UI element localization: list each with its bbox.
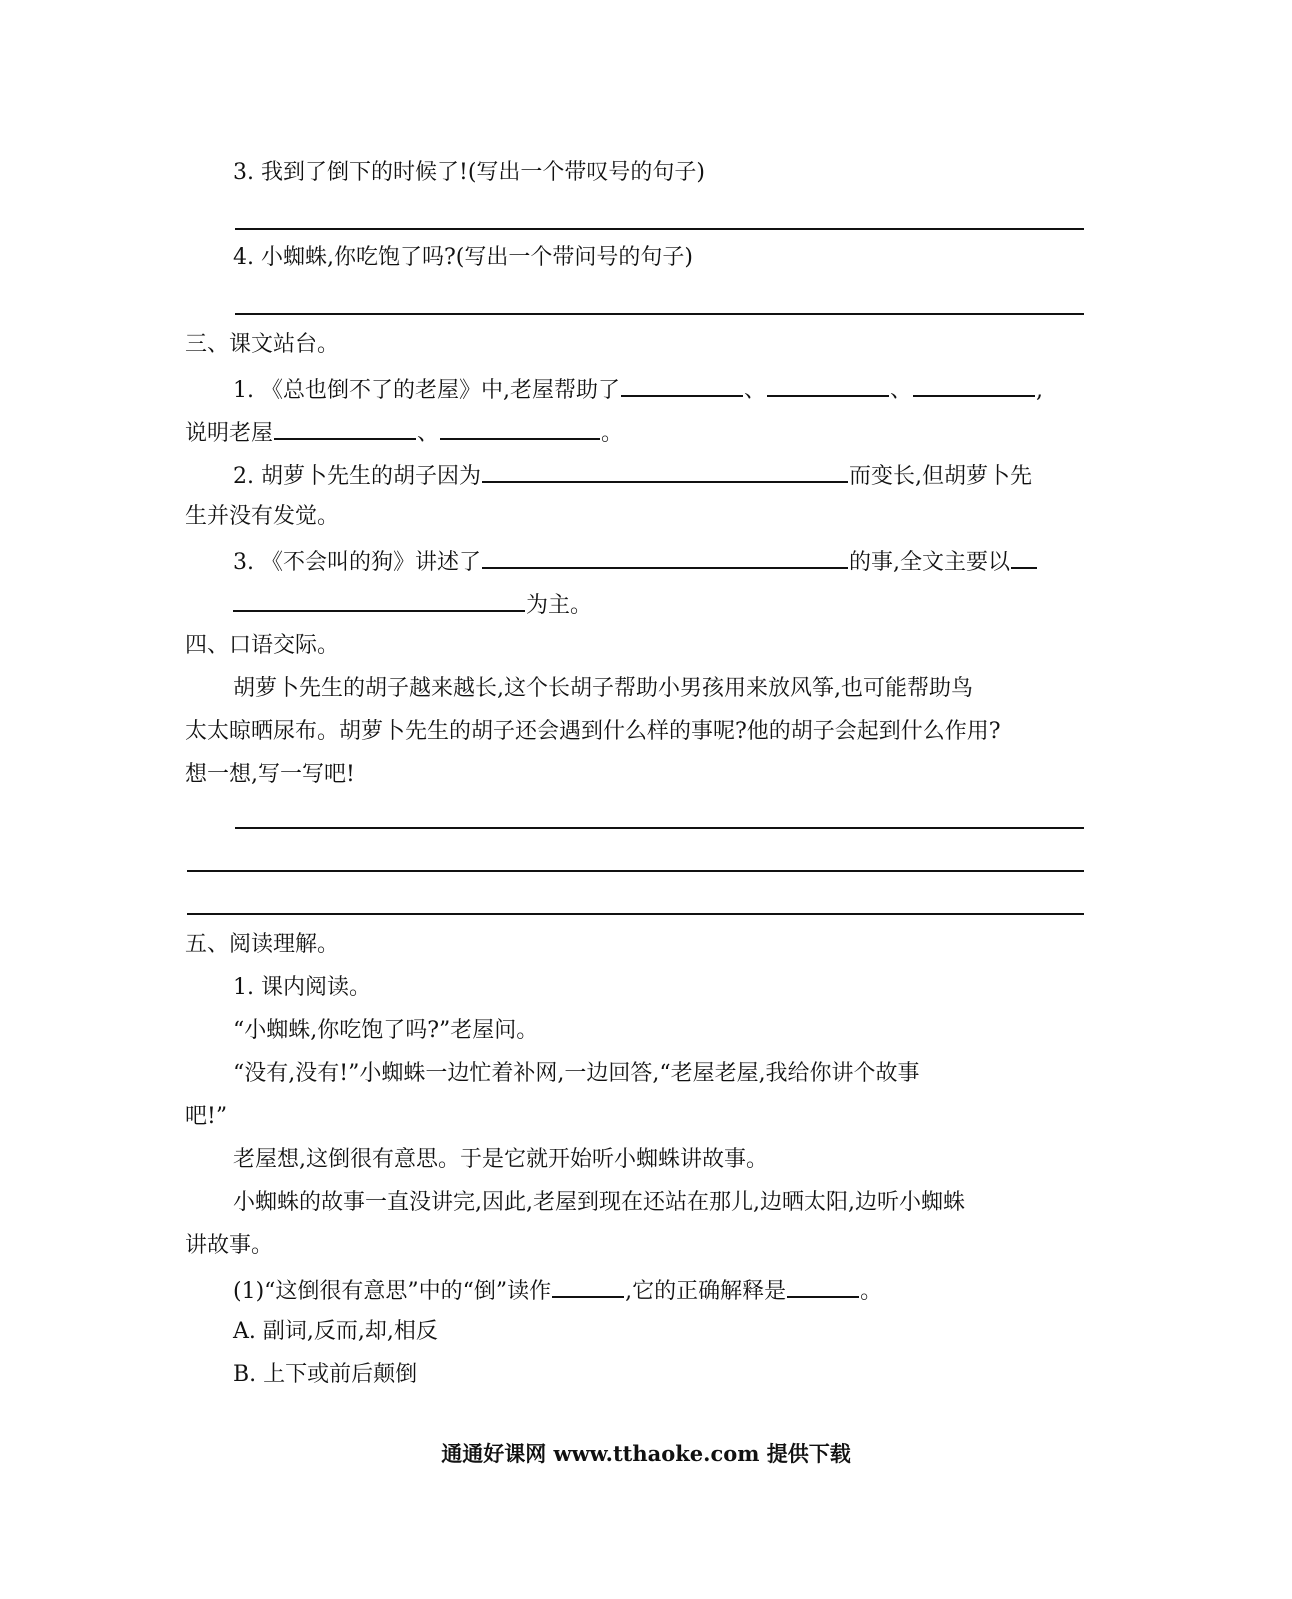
q3-blank-2[interactable]: [1011, 545, 1037, 569]
reading-q1-blank-2[interactable]: [787, 1274, 859, 1298]
section-3-q1-line1: [233, 373, 1043, 406]
q1-blank-3[interactable]: [913, 373, 1035, 397]
section-5-sub: 1. 课内阅读。: [233, 975, 371, 1000]
reading-q1-end: 。: [860, 1279, 883, 1304]
reading-p2-line2: 吧!”: [185, 1104, 228, 1129]
q1-blank-1[interactable]: [621, 373, 743, 397]
q3-mid: 的事,全文主要以: [848, 550, 1010, 575]
q3-blank-3[interactable]: [233, 588, 525, 612]
reading-q1-prefix: (1)“这倒很有意思”中的“倒”读作: [233, 1279, 552, 1304]
section-4-line2: 太太晾晒尿布。胡萝卜先生的胡子还会遇到什么样的事呢?他的胡子会起到什么作用?: [185, 719, 1001, 744]
q2-prefix: 2. 胡萝卜先生的胡子因为: [233, 464, 481, 489]
section-4-line1: 胡萝卜先生的胡子越来越长,这个长胡子帮助小男孩用来放风筝,也可能帮助鸟: [233, 676, 973, 701]
section-4-line3: 想一想,写一写吧!: [185, 762, 355, 787]
option-a: A. 副词,反而,却,相反: [233, 1319, 438, 1344]
section-3-heading: 三、课文站台。: [185, 332, 340, 357]
q2-mid: 而变长,但胡萝卜先: [848, 464, 1032, 489]
section-5-heading: 五、阅读理解。: [185, 932, 340, 957]
q1-line2-end: 。: [601, 421, 624, 446]
q1-blank-5[interactable]: [440, 416, 600, 440]
section-4-heading: 四、口语交际。: [185, 633, 340, 658]
q3-blank-1[interactable]: [482, 545, 848, 569]
section-3-q2-line1: [233, 459, 1032, 492]
writing-line-2[interactable]: [187, 870, 1084, 872]
q1-blank-2[interactable]: [767, 373, 889, 397]
answer-line-3[interactable]: [235, 228, 1084, 230]
q1-sep-1: 、: [743, 378, 766, 403]
q1-sep-3: 、: [417, 421, 440, 446]
reading-q1-mid: ,它的正确解释是: [625, 1279, 787, 1304]
q1-sep-2: 、: [890, 378, 913, 403]
q1-prefix: 1. 《总也倒不了的老屋》中,老屋帮助了: [233, 378, 620, 403]
reading-p4-line1: 小蜘蛛的故事一直没讲完,因此,老屋到现在还站在那儿,边晒太阳,边听小蜘蛛: [233, 1190, 965, 1215]
reading-p1: “小蜘蛛,你吃饱了吗?”老屋问。: [233, 1018, 539, 1043]
page-footer: 通通好课网 www.tthaoke.com 提供下载: [441, 1441, 851, 1466]
q1-blank-4[interactable]: [274, 416, 416, 440]
q1-end: ,: [1036, 378, 1044, 403]
writing-line-1[interactable]: [235, 827, 1084, 829]
answer-line-4[interactable]: [235, 313, 1084, 315]
section-3-q3-line1: [233, 545, 1038, 578]
q3-line2-end: 为主。: [526, 593, 593, 618]
section-3-q1-line2: [185, 416, 623, 449]
q2-blank[interactable]: [482, 459, 848, 483]
reading-p4-line2: 讲故事。: [185, 1233, 274, 1258]
item-3-prompt: 3. 我到了倒下的时候了!(写出一个带叹号的句子): [233, 160, 705, 185]
reading-p2-line1: “没有,没有!”小蜘蛛一边忙着补网,一边回答,“老屋老屋,我给你讲个故事: [233, 1061, 920, 1086]
section-3-q3-line2: [233, 588, 592, 621]
q3-prefix: 3. 《不会叫的狗》讲述了: [233, 550, 481, 575]
reading-q1-blank-1[interactable]: [552, 1274, 624, 1298]
reading-q1: [233, 1274, 882, 1307]
q1-line2-prefix: 说明老屋: [185, 421, 274, 446]
item-4-prompt: 4. 小蜘蛛,你吃饱了吗?(写出一个带问号的句子): [233, 245, 693, 270]
section-3-q2-line2: 生并没有发觉。: [185, 504, 340, 529]
reading-p3: 老屋想,这倒很有意思。于是它就开始听小蜘蛛讲故事。: [233, 1147, 768, 1172]
writing-line-3[interactable]: [187, 913, 1084, 915]
option-b: B. 上下或前后颠倒: [233, 1362, 418, 1387]
